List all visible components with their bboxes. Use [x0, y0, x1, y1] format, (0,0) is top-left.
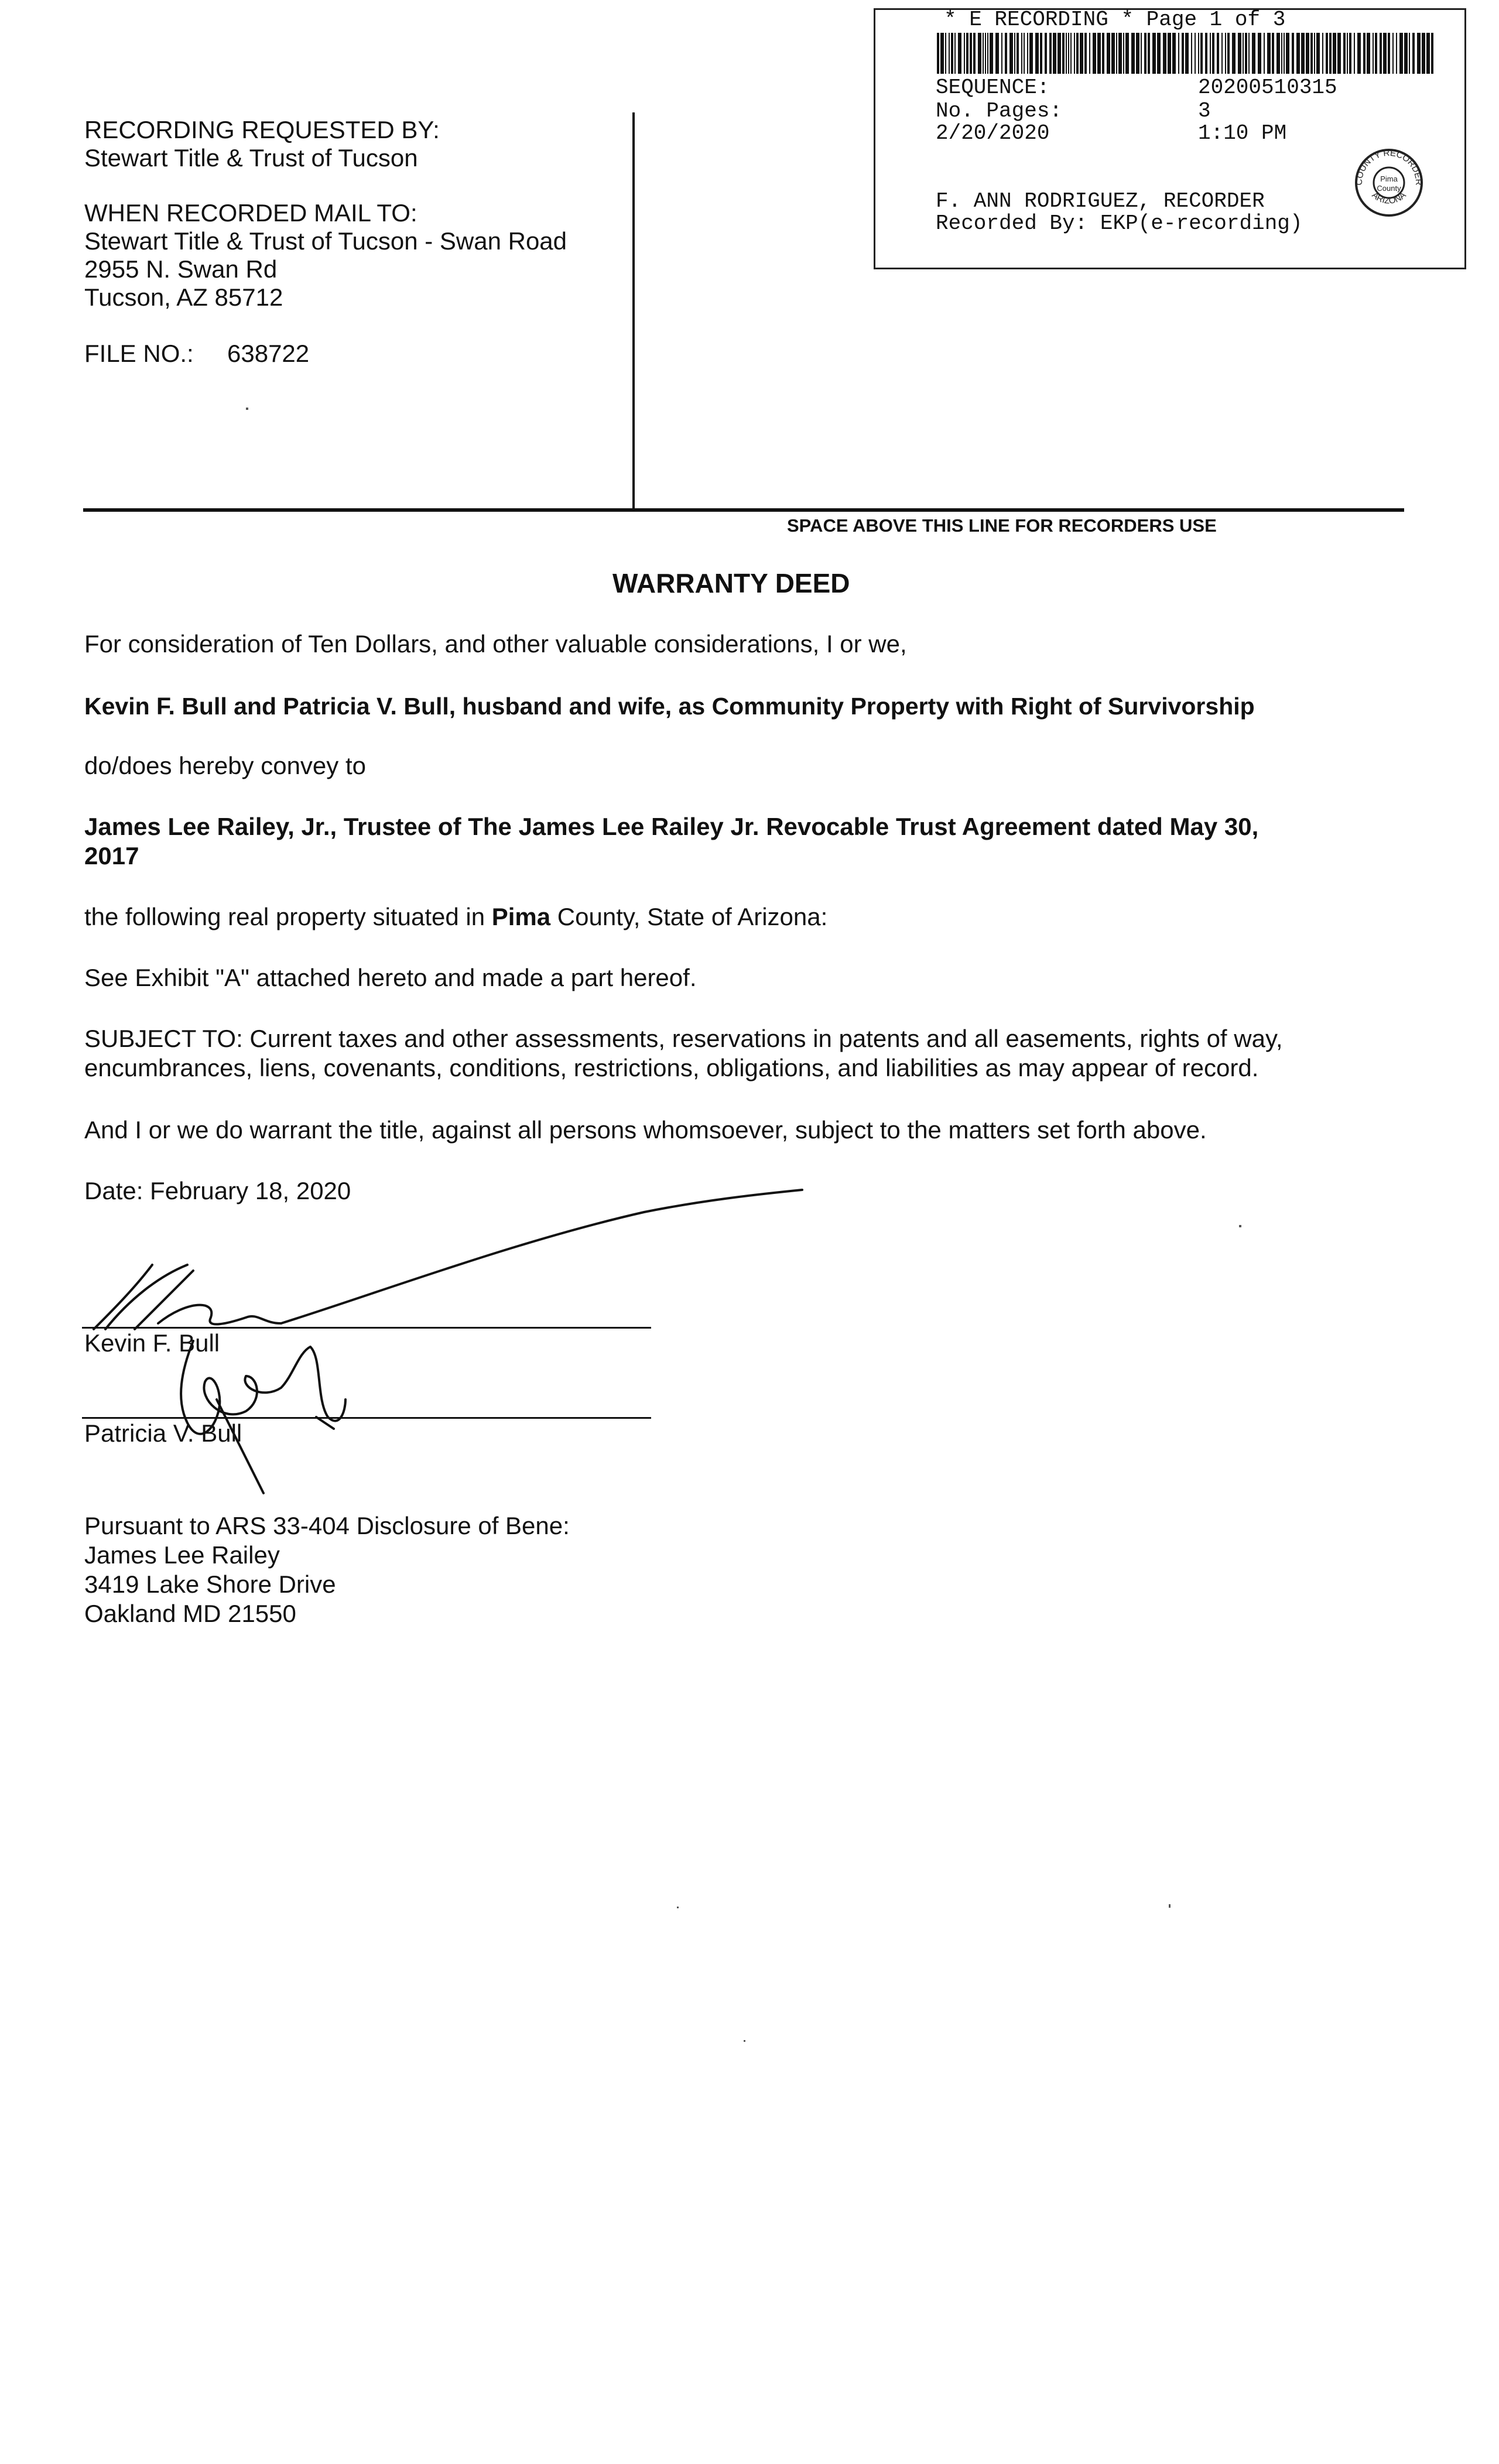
- barcode-bar: [1116, 33, 1117, 74]
- property-suffix: County, State of Arizona:: [550, 903, 828, 930]
- barcode-bar: [1005, 33, 1007, 74]
- scan-speck: [246, 408, 248, 410]
- barcode-bar: [1123, 33, 1124, 74]
- barcode-bar: [1316, 33, 1320, 74]
- barcode-bar: [1102, 33, 1104, 74]
- barcode-bar: [1383, 33, 1387, 74]
- barcode-bar: [1040, 33, 1042, 74]
- subject-to-text-cont: encumbrances, liens, covenants, conditions, restrictions, obligations, and liabilities as may appear of record.: [84, 1054, 1259, 1082]
- sequence-label: SEQUENCE:: [936, 76, 1050, 100]
- barcode-bar: [1131, 33, 1135, 74]
- file-no-label: FILE NO.:: [84, 340, 194, 367]
- barcode-bar: [1337, 33, 1341, 74]
- barcode-bar: [1163, 33, 1166, 74]
- barcode-bar: [937, 33, 939, 74]
- scan-speck: [1169, 1904, 1171, 1908]
- barcode-bar: [1281, 33, 1282, 74]
- scan-speck: [1239, 1225, 1241, 1227]
- barcode-bar: [1431, 33, 1433, 74]
- barcode-bar: [1014, 33, 1015, 74]
- barcode-bar: [1049, 33, 1052, 74]
- barcode-bar: [1027, 33, 1028, 74]
- barcode-bar: [1009, 33, 1013, 74]
- barcode-bar: [970, 33, 972, 74]
- barcode-bar: [1221, 33, 1223, 74]
- barcode-bar: [987, 33, 988, 74]
- barcode-bar: [1168, 33, 1171, 74]
- barcode-bar: [1029, 33, 1033, 74]
- barcode-bar: [1057, 33, 1061, 74]
- barcode-bar: [1185, 33, 1189, 74]
- barcode-bar: [1178, 33, 1179, 74]
- barcode-bar: [1343, 33, 1346, 74]
- barcode-bar: [1301, 33, 1305, 74]
- barcode-bar: [1310, 33, 1313, 74]
- mail-to-line: Tucson, AZ 85712: [84, 283, 283, 311]
- barcode-bar: [1409, 33, 1410, 74]
- barcode-bar: [1354, 33, 1355, 74]
- barcode-bar: [1118, 33, 1122, 74]
- svg-text:County: County: [1377, 184, 1401, 193]
- barcode-bar: [1217, 33, 1219, 74]
- barcode-bar: [1286, 33, 1289, 74]
- recorder-space-rule: [83, 508, 1404, 512]
- svg-text:COUNTY RECORDER: COUNTY RECORDER: [1354, 148, 1424, 186]
- grantee-text-cont: 2017: [84, 842, 139, 870]
- barcode-bar: [1357, 33, 1361, 74]
- file-no-value: 638722: [227, 340, 310, 367]
- barcode-bar: [1238, 33, 1241, 74]
- svg-text:Pima: Pima: [1380, 174, 1398, 183]
- grantors-text: Kevin F. Bull and Patricia V. Bull, husband and wife, as Community Property with Right of Survivorship: [84, 693, 1255, 720]
- barcode-bar: [1388, 33, 1390, 74]
- barcode-bar: [1045, 33, 1047, 74]
- barcode-bar: [1062, 33, 1065, 74]
- barcode-bar: [1024, 33, 1025, 74]
- barcode-bar: [1349, 33, 1351, 74]
- scan-speck: [744, 2040, 745, 2042]
- barcode-bar: [1276, 33, 1280, 74]
- barcode-bar: [1093, 33, 1096, 74]
- barcode-bar: [1066, 33, 1067, 74]
- svg-text:ARIZONA: ARIZONA: [1370, 190, 1408, 206]
- barcode-bar: [1248, 33, 1250, 74]
- barcode-bar: [1089, 33, 1090, 74]
- barcode-bar: [1172, 33, 1176, 74]
- barcode-bar: [990, 33, 993, 74]
- barcode-bar: [1080, 33, 1083, 74]
- mail-to-heading: WHEN RECORDED MAIL TO:: [84, 199, 417, 227]
- barcode-bar: [954, 33, 956, 74]
- barcode-bar: [1107, 33, 1110, 74]
- pages-value: 3: [1198, 99, 1211, 123]
- disclosure-line: 3419 Lake Shore Drive: [84, 1570, 336, 1598]
- barcode-bar: [1272, 33, 1274, 74]
- barcode-bar: [1111, 33, 1115, 74]
- barcode-bar: [1329, 33, 1332, 74]
- barcode-bar: [978, 33, 981, 74]
- barcode-bar: [983, 33, 984, 74]
- barcode-bar: [1144, 33, 1147, 74]
- barcode-bar: [985, 33, 986, 74]
- header-divider-vertical: [632, 112, 635, 511]
- warrant-text: And I or we do warrant the title, against all persons whomsoever, subject to the matters set forth above.: [84, 1116, 1207, 1144]
- mail-to-line: 2955 N. Swan Rd: [84, 255, 278, 283]
- stamp-header: * E RECORDING * Page 1 of 3: [944, 8, 1286, 32]
- barcode-bar: [1326, 33, 1328, 74]
- barcode-bar: [1084, 33, 1087, 74]
- barcode-bar: [1074, 33, 1075, 74]
- signer-name-kevin: Kevin F. Bull: [84, 1329, 220, 1357]
- consideration-text: For consideration of Ten Dollars, and other valuable considerations, I or we,: [84, 630, 907, 658]
- barcode-bar: [964, 33, 965, 74]
- requested-by-name: Stewart Title & Trust of Tucson: [84, 144, 418, 172]
- barcode: [937, 33, 1436, 74]
- property-county: Pima: [491, 903, 551, 930]
- recorder-space-note: SPACE ABOVE THIS LINE FOR RECORDERS USE: [787, 515, 1217, 536]
- barcode-bar: [949, 33, 950, 74]
- property-text: [84, 902, 827, 932]
- barcode-bar: [1392, 33, 1394, 74]
- barcode-bar: [1053, 33, 1056, 74]
- barcode-bar: [1292, 33, 1294, 74]
- barcode-bar: [1399, 33, 1403, 74]
- barcode-bar: [1205, 33, 1207, 74]
- barcode-bar: [945, 33, 946, 74]
- barcode-bar: [1182, 33, 1184, 74]
- barcode-bar: [1426, 33, 1430, 74]
- barcode-bar: [1373, 33, 1374, 74]
- barcode-bar: [1225, 33, 1226, 74]
- convey-text: do/does hereby convey to: [84, 752, 366, 779]
- barcode-bar: [1125, 33, 1129, 74]
- barcode-bar: [1264, 33, 1265, 74]
- barcode-bar: [1404, 33, 1408, 74]
- barcode-bar: [1375, 33, 1377, 74]
- barcode-bar: [958, 33, 961, 74]
- deed-date: Date: February 18, 2020: [84, 1177, 351, 1204]
- barcode-bar: [1252, 33, 1255, 74]
- barcode-bar: [1232, 33, 1236, 74]
- barcode-bar: [1152, 33, 1156, 74]
- barcode-bar: [1333, 33, 1336, 74]
- county-seal-icon: [1353, 146, 1425, 219]
- barcode-bar: [1017, 33, 1019, 74]
- barcode-bar: [1245, 33, 1247, 74]
- barcode-bar: [1322, 33, 1323, 74]
- barcode-bar: [966, 33, 968, 74]
- barcode-bar: [1417, 33, 1421, 74]
- recording-date: 2/20/2020: [936, 121, 1050, 145]
- property-prefix: the following real property situated in: [84, 903, 492, 930]
- barcode-bar: [1422, 33, 1425, 74]
- barcode-bar: [1258, 33, 1261, 74]
- barcode-bar: [1243, 33, 1244, 74]
- barcode-bar: [1097, 33, 1101, 74]
- disclosure-line: James Lee Railey: [84, 1541, 280, 1569]
- barcode-bar: [1210, 33, 1211, 74]
- barcode-bar: [1070, 33, 1072, 74]
- page-title: WARRANTY DEED: [612, 568, 850, 598]
- barcode-bar: [1412, 33, 1415, 74]
- barcode-bar: [1284, 33, 1285, 74]
- signer-name-patricia: Patricia V. Bull: [84, 1419, 242, 1447]
- barcode-bar: [1198, 33, 1199, 74]
- barcode-bar: [1314, 33, 1315, 74]
- barcode-bar: [1347, 33, 1348, 74]
- disclosure-heading: Pursuant to ARS 33-404 Disclosure of Bene:: [84, 1512, 570, 1539]
- barcode-bar: [1296, 33, 1300, 74]
- recorder-name: F. ANN RODRIGUEZ, RECORDER: [936, 189, 1265, 213]
- exhibit-text: See Exhibit "A" attached hereto and made a part hereof.: [84, 964, 697, 991]
- grantee-text: James Lee Railey, Jr., Trustee of The James Lee Railey Jr. Revocable Trust Agreement dated May 30,: [84, 813, 1259, 840]
- barcode-bar: [1191, 33, 1192, 74]
- barcode-bar: [1068, 33, 1069, 74]
- barcode-bar: [940, 33, 944, 74]
- barcode-bar: [1141, 33, 1142, 74]
- barcode-bar: [1200, 33, 1203, 74]
- barcode-bar: [1195, 33, 1196, 74]
- disclosure-line: Oakland MD 21550: [84, 1600, 296, 1627]
- barcode-bar: [1001, 33, 1002, 74]
- barcode-bar: [1076, 33, 1079, 74]
- recorded-by: Recorded By: EKP(e-recording): [936, 211, 1303, 235]
- pages-label: No. Pages:: [936, 99, 1063, 123]
- barcode-bar: [995, 33, 999, 74]
- mail-to-line: Stewart Title & Trust of Tucson - Swan Road: [84, 227, 567, 255]
- requested-by-heading: RECORDING REQUESTED BY:: [84, 116, 440, 143]
- barcode-bar: [1021, 33, 1022, 74]
- barcode-bar: [1306, 33, 1309, 74]
- barcode-bar: [1396, 33, 1397, 74]
- barcode-bar: [951, 33, 953, 74]
- recording-time: 1:10 PM: [1198, 121, 1287, 145]
- barcode-bar: [1267, 33, 1271, 74]
- barcode-bar: [1157, 33, 1161, 74]
- barcode-bar: [1035, 33, 1039, 74]
- barcode-bar: [1380, 33, 1382, 74]
- barcode-bar: [973, 33, 976, 74]
- barcode-bar: [1136, 33, 1139, 74]
- subject-to-text: SUBJECT TO: Current taxes and other assessments, reservations in patents and all easements, rights of way,: [84, 1025, 1283, 1052]
- sequence-value: 20200510315: [1198, 76, 1337, 100]
- barcode-bar: [1212, 33, 1214, 74]
- barcode-bar: [1148, 33, 1150, 74]
- scan-speck: [677, 1907, 679, 1908]
- barcode-bar: [1367, 33, 1370, 74]
- barcode-bar: [1363, 33, 1365, 74]
- barcode-bar: [1227, 33, 1230, 74]
